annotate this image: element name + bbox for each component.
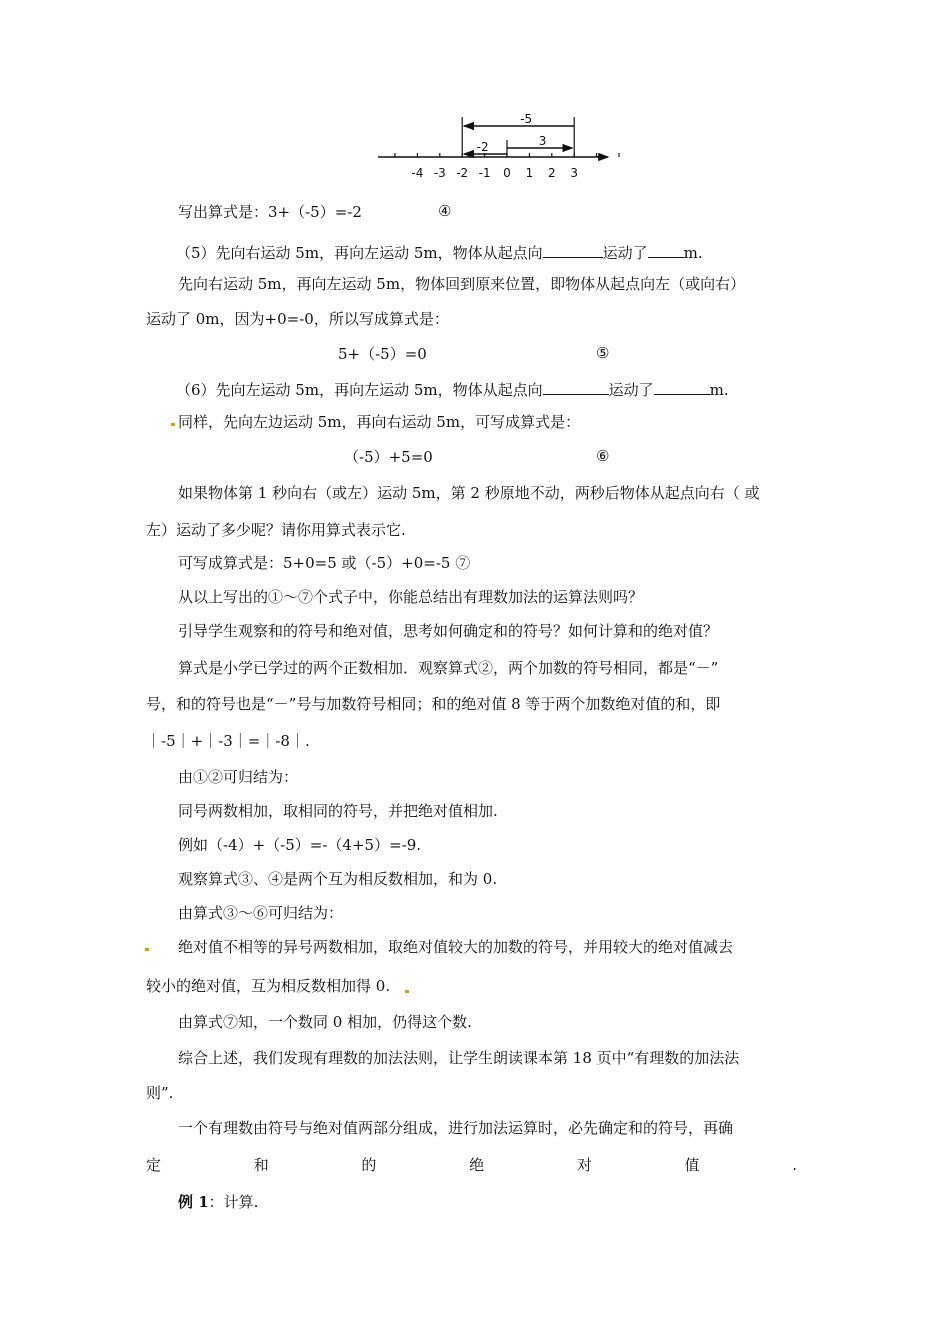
equation-number-4: ④ <box>438 202 452 220</box>
tick-label: 1 <box>525 166 534 180</box>
paragraph-15: ｜-5｜+｜-3｜=｜-8｜. <box>146 732 310 750</box>
paragraph-22: 较小的绝对值，互为相反数相加得 0. <box>146 977 391 995</box>
equation-number-5: ⑤ <box>596 344 610 362</box>
marker-dot <box>145 948 149 951</box>
paragraph-3: 先向右运动 5m，再向左运动 5m，物体回到原来位置，即物体从起点向左（或向右） <box>178 275 746 293</box>
equation-5: 5+（-5）=0 <box>338 345 427 363</box>
paragraph-6: （6）先向左运动 5m，再向左运动 5m，物体从起点向 运动了 m. <box>176 381 729 399</box>
paragraph-2: （5）先向右运动 5m，再向左运动 5m，物体从起点向 运动了 m. <box>176 244 703 262</box>
paragraph-17: 同号两数相加，取相同的符号，并把绝对值相加. <box>178 802 498 820</box>
paragraph-23: 由算式⑦知，一个数同 0 相加，仍得这个数. <box>178 1013 472 1031</box>
answer-blank[interactable] <box>543 380 609 395</box>
paragraph-13: 算式是小学已学过的两个正数相加．观察算式②，两个加数的符号相同，都是“－” <box>178 659 719 677</box>
paragraph-14: 号，和的符号也是“－”号与加数符号相同；和的绝对值 8 等于两个加数绝对值的和，即 <box>146 695 721 713</box>
arrow-label: -5 <box>520 112 533 126</box>
paragraph-8: 如果物体第 1 秒向右（或左）运动 5m，第 2 秒原地不动，两秒后物体从起点向右（ 或 <box>178 484 760 502</box>
paragraph-4: 运动了 0m，因为+0=-0，所以写成算式是： <box>146 310 449 328</box>
paragraph-7: 同样，先向左边运动 5m，再向右运动 5m，可写成算式是： <box>178 413 581 431</box>
paragraph-25: 则”. <box>146 1084 174 1102</box>
arrow-label: -2 <box>476 140 489 154</box>
paragraph-21: 绝对值不相等的异号两数相加，取绝对值较大的加数的符号，并用较大的绝对值减去 <box>178 938 734 956</box>
paragraph-20: 由算式③～⑥可归结为： <box>178 904 344 922</box>
tick-label: -3 <box>433 166 446 180</box>
answer-blank[interactable] <box>543 243 603 258</box>
tick-label: -1 <box>478 166 491 180</box>
paragraph-27-justified: 定 和 的 绝 对 值 . <box>146 1156 797 1174</box>
paragraph-16: 由①②可归结为： <box>178 768 299 786</box>
number-line-diagram <box>0 0 950 200</box>
paragraph-10: 可写成算式是：5+0=5 或（-5）+0=-5 ⑦ <box>178 554 471 572</box>
example-1: 例 1：计算. <box>178 1193 259 1211</box>
answer-blank[interactable] <box>654 380 710 395</box>
arrow-label: 3 <box>538 134 547 148</box>
marker-dot <box>171 423 175 426</box>
tick-label: 0 <box>503 166 511 180</box>
tick-label: 3 <box>570 166 579 180</box>
marker-dot <box>405 990 409 993</box>
paragraph-12: 引导学生观察和的符号和绝对值，思考如何确定和的符号？如何计算和的绝对值？ <box>178 622 719 640</box>
example-label: 例 1 <box>178 1193 209 1211</box>
paragraph-24: 综合上述，我们发现有理数的加法法则，让学生朗读课本第 18 页中“有理数的加法法 <box>178 1049 740 1067</box>
answer-blank[interactable] <box>648 243 684 258</box>
paragraph-18: 例如（-4）+（-5）=-（4+5）=-9. <box>178 836 422 854</box>
equation-text: 写出算式是：3+（-5）=-2 <box>178 203 362 221</box>
tick-label: -4 <box>411 166 424 180</box>
equation-6: （-5）+5=0 <box>344 448 433 466</box>
paragraph-26: 一个有理数由符号与绝对值两部分组成，进行加法运算时，必先确定和的符号，再确 <box>178 1119 734 1137</box>
paragraph-1 <box>178 202 362 222</box>
equation-number-6: ⑥ <box>596 447 610 465</box>
paragraph-9: 左）运动了多少呢？请你用算式表示它. <box>146 521 406 539</box>
paragraph-11: 从以上写出的①～⑦个式子中，你能总结出有理数加法的运算法则吗？ <box>178 588 644 606</box>
paragraph-19: 观察算式③、④是两个互为相反数相加，和为 0. <box>178 870 498 888</box>
tick-label: 2 <box>547 166 556 180</box>
tick-label: -2 <box>456 166 469 180</box>
